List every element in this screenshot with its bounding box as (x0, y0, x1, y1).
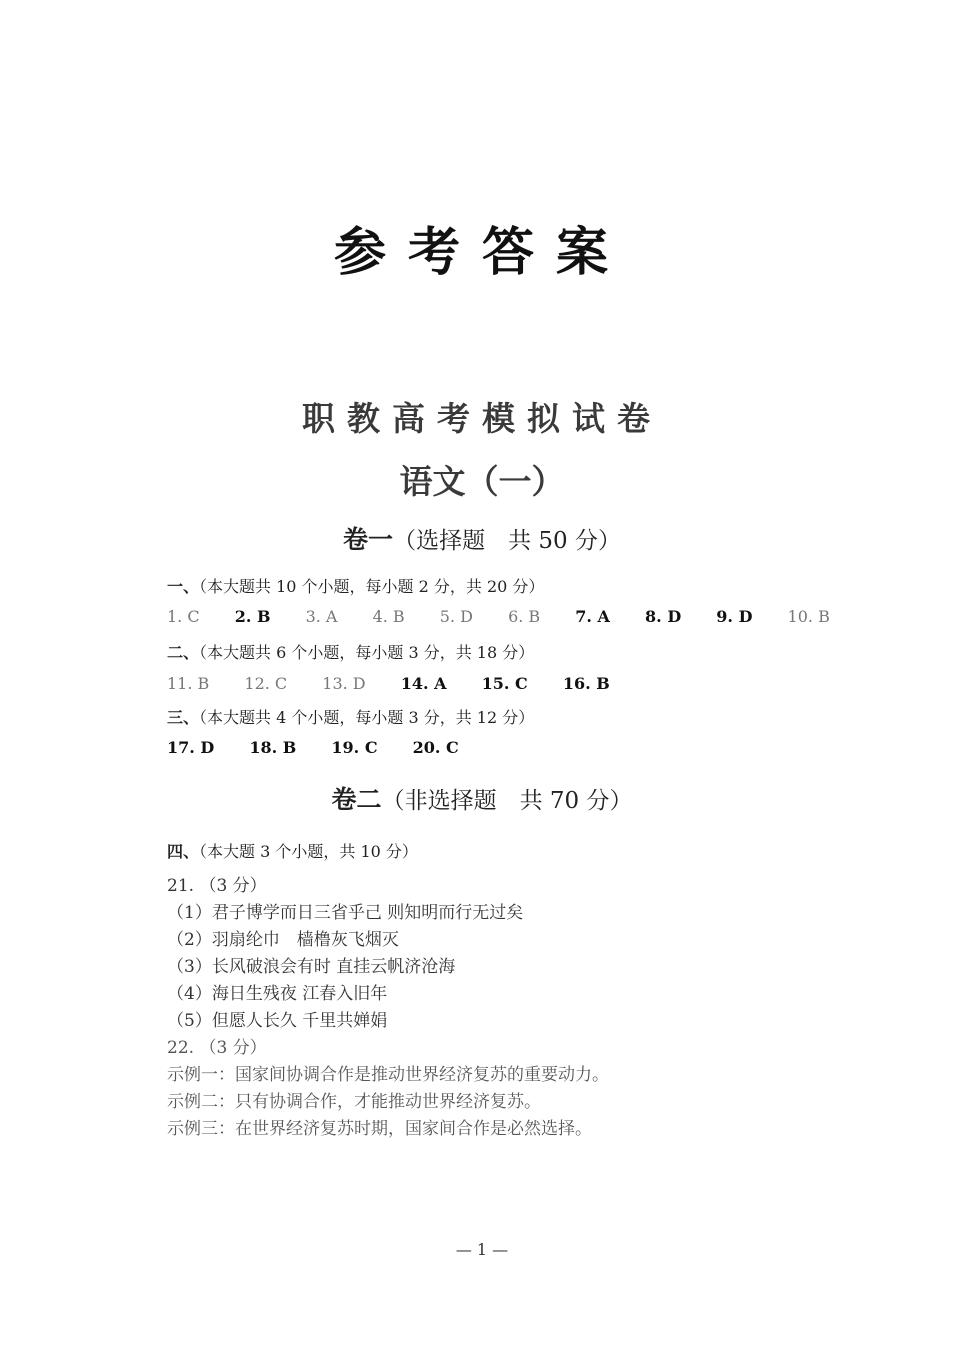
part2-name: 卷二 (331, 785, 382, 814)
group2-label: 二、 (167, 643, 200, 662)
q21-answer-1: （1）君子博学而日三省乎己 则知明而行无过矣 (167, 903, 524, 923)
page-title: 参考答案 (333, 223, 630, 283)
answer-item: 15. C (481, 674, 528, 693)
group1-label: 一、 (167, 577, 200, 596)
part1-name: 卷一 (343, 525, 394, 554)
q21-heading: 21. （3 分） (167, 876, 267, 896)
q22-example-2: 示例二：只有协调合作，才能推动世界经济复苏。 (167, 1092, 541, 1112)
q21-answer-4: （4）海日生残夜 江春入旧年 (167, 984, 388, 1004)
group3-label: 三、 (167, 708, 200, 727)
exam-title: 职教高考模拟试卷 (302, 399, 662, 438)
part1-heading (0, 520, 964, 556)
answer-item: 14. A (400, 674, 447, 693)
group4-label: 四、 (167, 842, 200, 861)
group4-heading (167, 839, 418, 862)
answer-item: 19. C (331, 738, 378, 757)
subject-title: 语文（一） (399, 462, 565, 501)
answer-item: 4. B (372, 607, 405, 626)
answer-item: 10. B (787, 607, 830, 626)
group1-desc: （本大题共 10 个小题，每小题 2 分，共 20 分） (199, 577, 545, 596)
part2-desc: （非选择题 共 70 分） (381, 788, 633, 814)
answer-item: 6. B (508, 607, 541, 626)
group1-answers (167, 607, 860, 626)
group2-heading (167, 640, 534, 663)
q21-answer-3: （3）长风破浪会有时 直挂云帆济沧海 (167, 957, 456, 977)
answer-item: 8. D (645, 607, 682, 626)
answer-item: 1. C (167, 607, 200, 626)
page-number: — 1 — (455, 1240, 509, 1259)
q21-answer-5: （5）但愿人长久 千里共婵娟 (167, 1011, 388, 1031)
q22-example-1: 示例一：国家间协调合作是推动世界经济复苏的重要动力。 (167, 1065, 609, 1085)
answer-item: 13. D (322, 674, 366, 693)
answer-item: 11. B (167, 674, 210, 693)
answer-item: 7. A (575, 607, 610, 626)
answer-item: 12. C (244, 674, 288, 693)
q21-answer-2: （2）羽扇纶巾 樯橹灰飞烟灭 (167, 930, 399, 950)
part1-desc: （选择题 共 50 分） (393, 528, 621, 554)
answer-item: 18. B (249, 738, 297, 757)
part2-heading (0, 780, 964, 816)
group3-answers (167, 738, 489, 757)
group1-heading (167, 574, 544, 597)
answer-item: 16. B (562, 674, 610, 693)
answer-item: 17. D (167, 738, 215, 757)
q22-example-3: 示例三：在世界经济复苏时期，国家间合作是必然选择。 (167, 1119, 592, 1139)
q22-heading: 22. （3 分） (167, 1038, 267, 1058)
answer-item: 9. D (716, 607, 753, 626)
answer-item: 5. D (439, 607, 473, 626)
group3-desc: （本大题共 4 个小题，每小题 3 分，共 12 分） (199, 708, 535, 727)
answer-item: 2. B (234, 607, 271, 626)
group2-answers (167, 674, 640, 693)
answer-item: 3. A (305, 607, 338, 626)
group2-desc: （本大题共 6 个小题，每小题 3 分，共 18 分） (199, 643, 535, 662)
group4-desc: （本大题 3 个小题，共 10 分） (199, 842, 418, 861)
group3-heading (167, 705, 534, 728)
answer-item: 20. C (412, 738, 459, 757)
